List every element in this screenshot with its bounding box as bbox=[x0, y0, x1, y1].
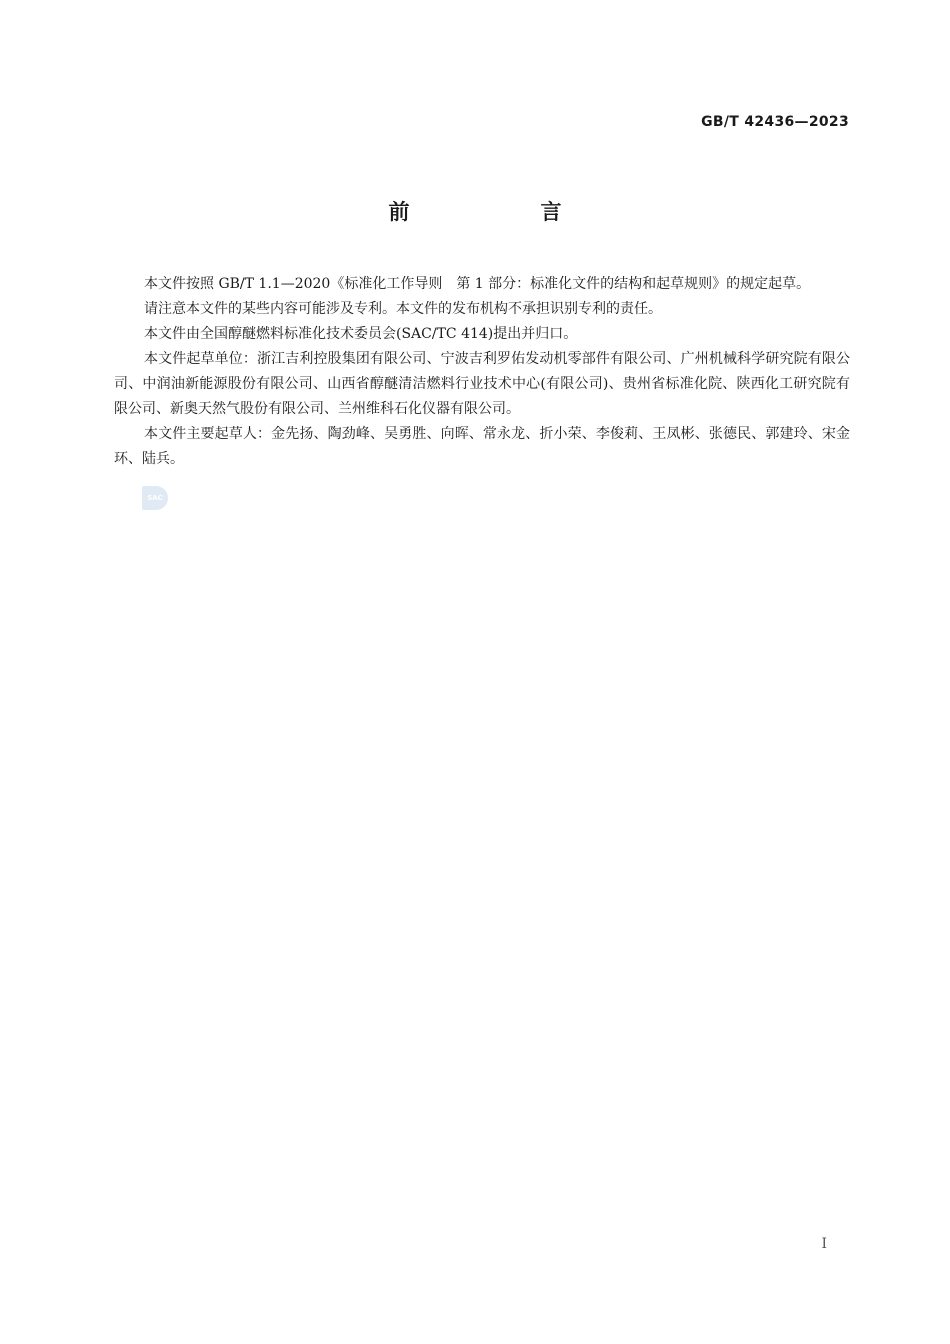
paragraph-committee: 本文件由全国醇醚燃料标准化技术委员会(SAC/TC 414)提出并归口。 bbox=[144, 326, 578, 342]
paragraph-drafting-rules: 本文件按照 GB/T 1.1—2020《标准化工作导则 第 1 部分：标准化文件的结构和起草规则》的规定起草。 bbox=[144, 276, 811, 292]
foreword-body bbox=[114, 272, 850, 472]
page-number: I bbox=[821, 1236, 827, 1252]
sac-logo-icon: SAC bbox=[142, 486, 168, 510]
paragraph-patent-notice: 请注意本文件的某些内容可能涉及专利。本文件的发布机构不承担识别专利的责任。 bbox=[144, 301, 662, 317]
page-title: 前 言 bbox=[388, 200, 617, 224]
paragraph-drafting-units: 本文件起草单位：浙江吉利控股集团有限公司、宁波吉利罗佑发动机零部件有限公司、广州机械科学研究院有限公司、中润油新能源股份有限公司、山西省醇醚清洁燃料行业技术中心(有限公司)、贵州省标准化院、陕西化工研究院有限公司、新奥天然气股份有限公司、兰州维科石化仪器有限公司。 bbox=[114, 351, 850, 417]
paragraph-drafters: 本文件主要起草人：金先扬、陶劲峰、吴勇胜、向晖、常永龙、折小荣、李俊莉、王凤彬、张德民、郭建玲、宋金环、陆兵。 bbox=[114, 426, 850, 467]
standard-code: GB/T 42436—2023 bbox=[701, 114, 849, 130]
